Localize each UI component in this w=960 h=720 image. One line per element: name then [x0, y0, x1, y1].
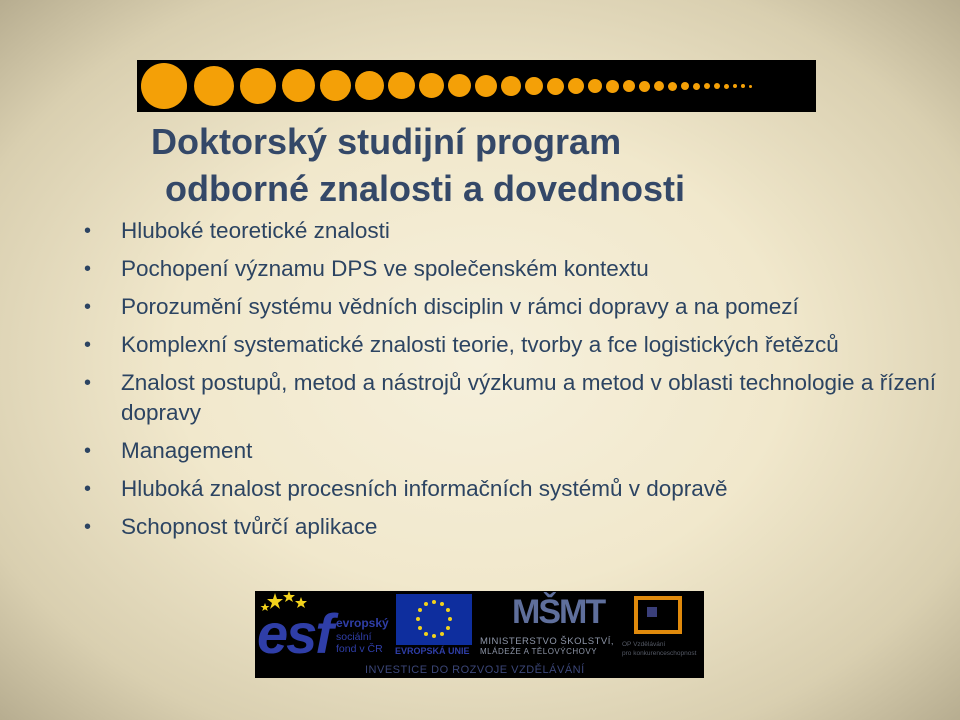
funding-logos — [255, 591, 704, 678]
bullet-item: • Pochopení významu DPS ve společenském kontextu — [84, 254, 936, 284]
decorative-dot — [654, 81, 664, 91]
decorative-dot — [588, 79, 602, 93]
decorative-dot — [240, 68, 276, 104]
eu-flag-icon — [396, 594, 472, 645]
decorative-dot — [714, 83, 720, 89]
decorative-dot — [749, 85, 752, 88]
decorative-dot — [141, 63, 187, 109]
decorative-dot — [639, 81, 650, 92]
dots-banner — [137, 60, 816, 112]
op-logo-icon — [633, 595, 685, 637]
decorative-dot — [525, 77, 543, 95]
decorative-dot — [388, 72, 415, 99]
esf-logo-text: esf — [257, 602, 332, 665]
bullet-item: • Management — [84, 436, 936, 466]
esf-line-3: fond v ČR — [336, 643, 383, 655]
msmt-line-2: MLÁDEŽE A TĚLOVÝCHOVY — [480, 647, 598, 656]
decorative-dot — [355, 71, 384, 100]
esf-line-2: sociální — [336, 631, 372, 643]
bullet-item: • Schopnost tvůrčí aplikace — [84, 512, 936, 542]
eu-label: EVROPSKÁ UNIE — [395, 646, 470, 656]
decorative-dot — [623, 80, 635, 92]
esf-line-1: evropský — [336, 616, 389, 630]
decorative-dot — [320, 70, 351, 101]
msmt-logo-mark: MŠMT — [512, 593, 605, 631]
decorative-dot — [448, 74, 471, 97]
op-line-1: OP Vzdělávání — [622, 641, 666, 648]
bullet-item: • Porozumění systému vědních disciplin v rámci dopravy a na pomezí — [84, 292, 936, 322]
bullet-item: • Hluboké teoretické znalosti — [84, 216, 936, 246]
decorative-dot — [568, 78, 584, 94]
decorative-dot — [724, 84, 729, 89]
decorative-dot — [733, 84, 737, 88]
title-line-1: Doktorský studijní program — [151, 121, 622, 162]
title-line-2: odborné znalosti a dovednosti — [165, 168, 686, 209]
bullet-item: • Komplexní systematické znalosti teorie, tvorby a fce logistických řetězců — [84, 330, 936, 360]
decorative-dot — [681, 82, 689, 90]
decorative-dot — [547, 78, 564, 95]
op-line-2: pro konkurenceschopnost — [622, 650, 697, 657]
bullet-item: • Hluboká znalost procesních informačních systémů v dopravě — [84, 474, 936, 504]
decorative-dot — [501, 76, 521, 96]
decorative-dot — [475, 75, 497, 97]
decorative-dot — [741, 84, 745, 88]
invest-text: INVESTICE DO ROZVOJE VZDĚLÁVÁNÍ — [365, 664, 585, 676]
decorative-dot — [419, 73, 444, 98]
decorative-dot — [704, 83, 710, 89]
bullet-list — [84, 216, 936, 550]
decorative-dot — [606, 80, 619, 93]
msmt-line-1: MINISTERSTVO ŠKOLSTVÍ, — [480, 636, 614, 647]
decorative-dot — [693, 83, 700, 90]
decorative-dot — [194, 66, 234, 106]
bullet-item: • Znalost postupů, metod a nástrojů výzkumu a metod v oblasti technologie a řízení dopravy — [84, 368, 936, 428]
decorative-dot — [282, 69, 315, 102]
decorative-dot — [668, 82, 677, 91]
